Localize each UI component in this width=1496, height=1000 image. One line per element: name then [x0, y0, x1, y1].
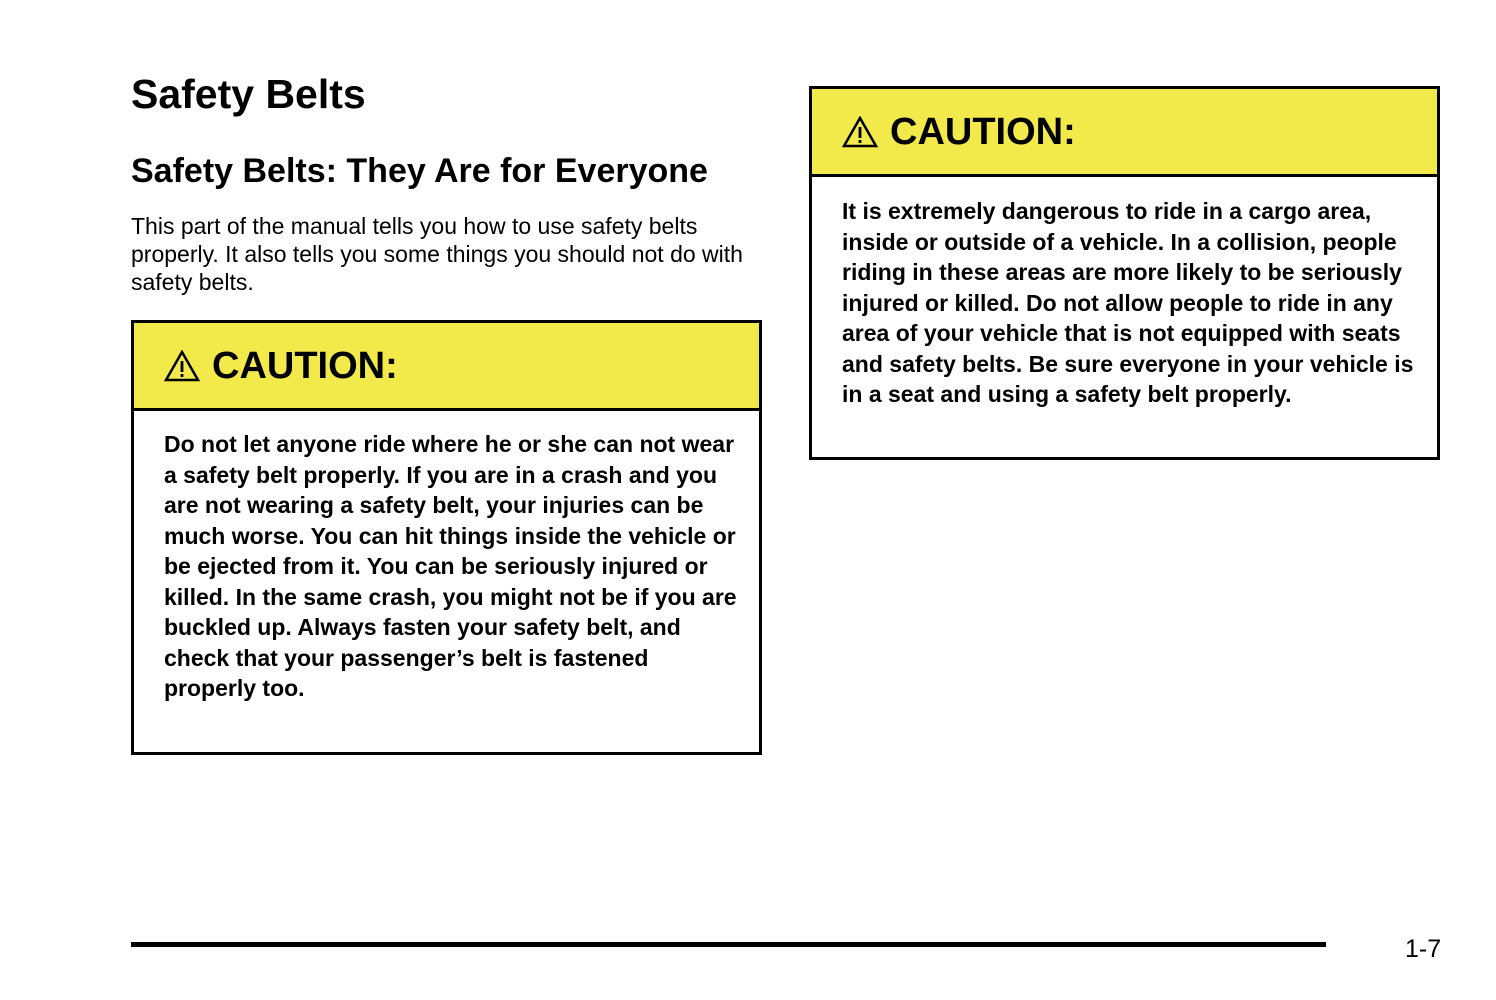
footer-rule — [131, 942, 1326, 947]
caution-text: Do not let anyone ride where he or she can not wear a safety belt properly. If you are in a crash and you are not wearing a safety belt, your injuries can be much worse. You can hit things inside the vehicle or be ejected from it. You can be seriously injured or killed. In the same crash, you might not be if you are buckled up. Always fasten your safety belt, and check that your passenger’s belt is fastened properly too. — [164, 431, 737, 701]
warning-triangle-icon — [842, 116, 878, 148]
caution-label: CAUTION: — [212, 344, 398, 387]
caution-box-rear-seating — [131, 320, 762, 755]
caution-box-cargo-area — [809, 86, 1440, 460]
caution-label: CAUTION: — [890, 110, 1076, 153]
page-number: 1-7 — [1405, 935, 1442, 963]
warning-triangle-icon — [164, 350, 200, 382]
caution-text: It is extremely dangerous to ride in a cargo area, inside or outside of a vehicle. In a collision, people riding in these areas are more likely to be seriously injured or killed. Do not allow people to ride in any area of your vehicle that is not equipped with seats and safety belts. Be sure everyone in your vehicle is in a seat and using a safety belt properly. — [842, 198, 1414, 407]
page-title: Safety Belts — [131, 71, 366, 117]
intro-paragraph: This part of the manual tells you how to use safety belts properly. It also tells you some things you should not do with safety belts. — [131, 213, 743, 295]
caution-header — [812, 89, 1437, 177]
caution-header — [134, 323, 759, 411]
section-heading: Safety Belts: They Are for Everyone — [131, 152, 708, 190]
